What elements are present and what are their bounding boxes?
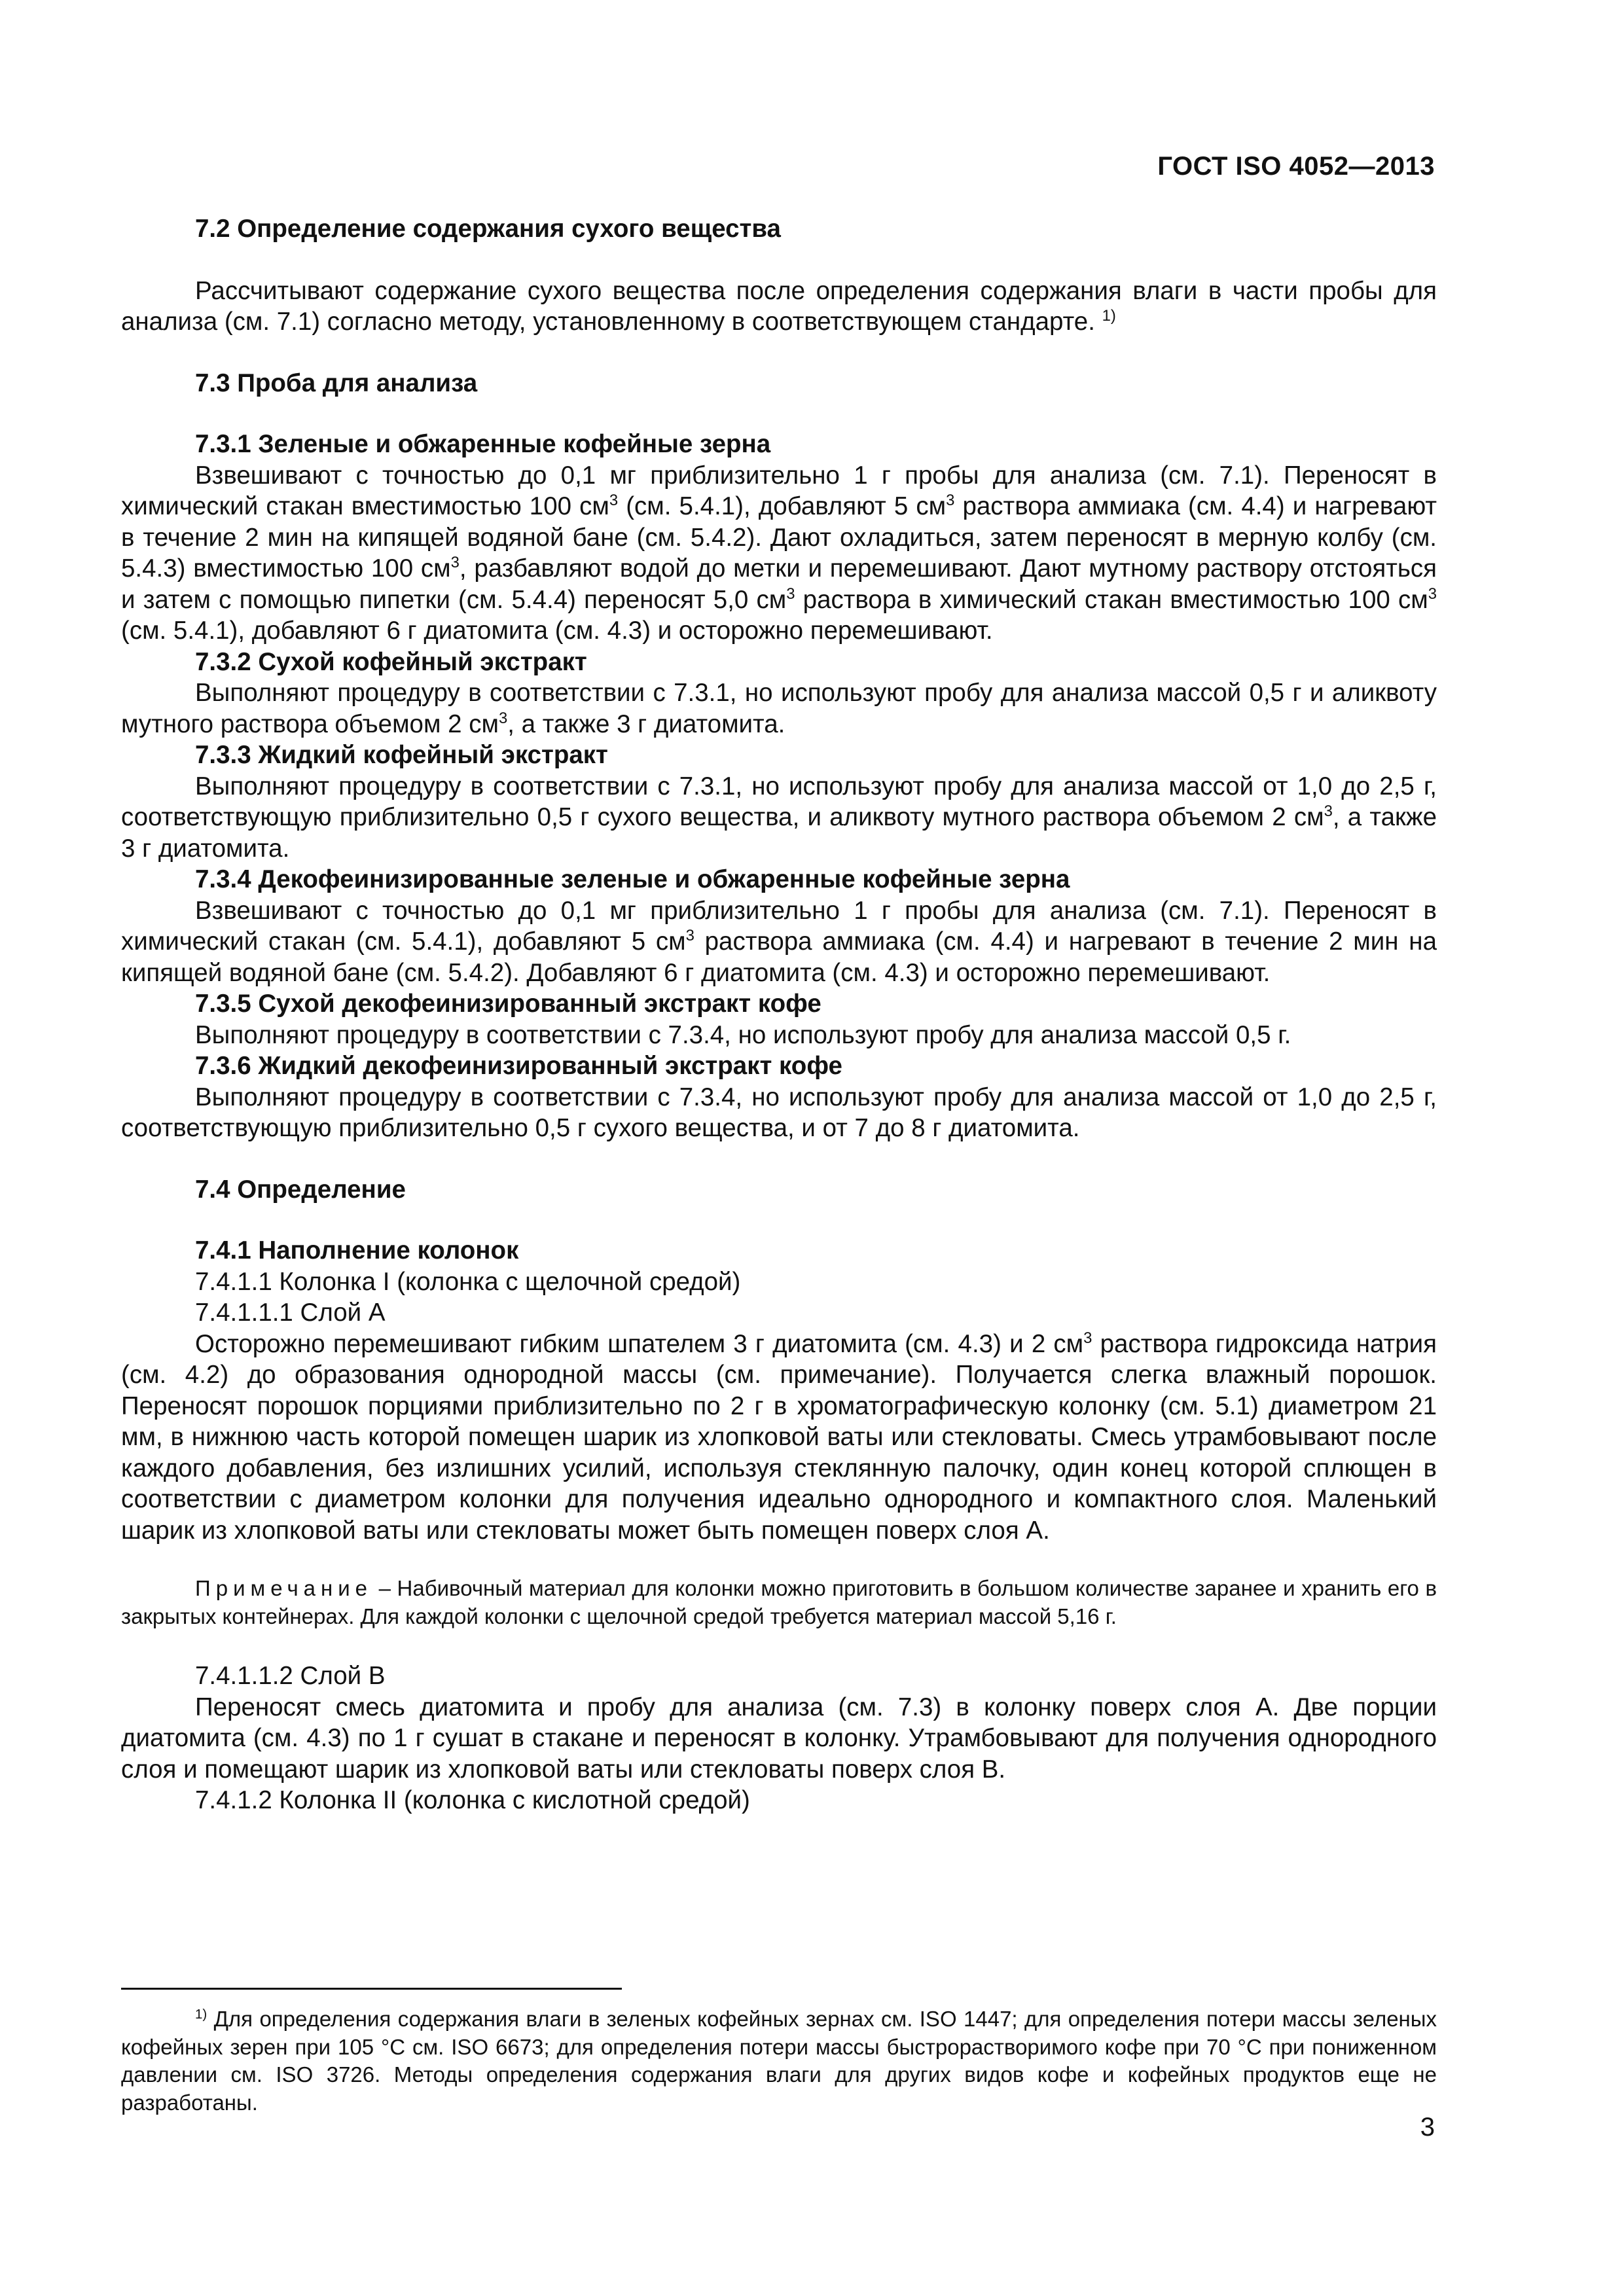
footnote-marker: 1) bbox=[195, 2007, 208, 2022]
subsection-heading-7-4-1: 7.4.1 Наполнение колонок bbox=[195, 1236, 519, 1265]
clause-7-4-1-1: 7.4.1.1 Колонка I (колонка с щелочной средой) bbox=[195, 1267, 741, 1296]
footnote-divider bbox=[121, 1988, 622, 1990]
superscript: 3 bbox=[946, 492, 955, 510]
superscript: 3 bbox=[498, 709, 508, 727]
paragraph-layer-b: Переносят смесь диатомита и пробу для анализа (см. 7.3) в колонку поверх слоя А. Две порции диатомита (см. 4.3) по 1 г сушат в стакане и переносят в колонку. Утрамбовывают для получения однородного слоя и помещают шарик из хлопковой ваты или стекловаты поверх слоя В. bbox=[121, 1693, 1437, 1784]
footnote-paragraph bbox=[121, 2005, 1437, 2117]
superscript: 3 bbox=[450, 554, 460, 572]
subsection-heading-7-3-1: 7.3.1 Зеленые и обжаренные кофейные зерна bbox=[195, 430, 771, 458]
paragraph-text: Выполняют процедуру в соответствии с 7.3.1, но используют пробу для анализа массой 0,5 г и аликвоту мутного раствора объемом 2 см bbox=[121, 679, 1437, 738]
clause-7-4-1-1-2: 7.4.1.1.2 Слой В bbox=[195, 1662, 386, 1690]
paragraph-text: , разбавляют водой до метки и перемешивают. Дают мутному раствору отстояться и затем с помощью пипетки (см. 5.4.4) переносят 5,0 см bbox=[121, 554, 1437, 614]
paragraph-text: раствора аммиака (см. 4.4) и нагревают в течение 2 мин на кипящей водяной бане (см. 5.4.2). Дают охладиться, затем переносят в мерную колбу (см. 5.4.3) вместимостью 100 см bbox=[121, 492, 1437, 583]
page-number: 3 bbox=[1420, 2113, 1435, 2142]
footnote-reference: 1) bbox=[1102, 307, 1116, 325]
section-heading-7-4: 7.4 Определение bbox=[195, 1175, 406, 1204]
document-body bbox=[121, 213, 1437, 1816]
paragraph-7-3-5: Выполняют процедуру в соответствии с 7.3.4, но используют пробу для анализа массой 0,5 г. bbox=[195, 1020, 1291, 1049]
paragraph-text: Рассчитывают содержание сухого вещества после определения содержания влаги в части пробы для анализа (см. 7.1) согласно методу, установленному в соответствующем стандарте. bbox=[121, 276, 1437, 336]
clause-7-4-1-1-1: 7.4.1.1.1 Слой А bbox=[195, 1299, 386, 1327]
superscript: 3 bbox=[609, 492, 619, 510]
paragraph-text: , а также 3 г диатомита. bbox=[121, 803, 1437, 863]
note-text: – Набивочный материал для колонки можно приготовить в большом количестве заранее и хранить его в закрытых контейнерах. Для каждой колонки с щелочной средой требуется материал массой 5,16 г. bbox=[121, 1576, 1437, 1628]
paragraph-text: раствора аммиака (см. 4.4) и нагревают в течение 2 мин на кипящей водяной бане (см. 5.4.2). Добавляют 6 г диатомита (см. 4.3) и осторожно перемешивают. bbox=[121, 927, 1437, 987]
paragraph-text: Выполняют процедуру в соответствии с 7.3.1, но используют пробу для анализа массой от 1,0 до 2,5 г, соответствующую приблизительно 0,5 г сухого вещества, и аликвоту мутного раствора объемом 2 см bbox=[121, 772, 1437, 831]
subsection-heading-7-3-4: 7.3.4 Декофеинизированные зеленые и обжаренные кофейные зерна bbox=[195, 865, 1070, 893]
superscript: 3 bbox=[786, 584, 795, 603]
subsection-heading-7-3-5: 7.3.5 Сухой декофеинизированный экстракт кофе bbox=[195, 990, 821, 1018]
section-heading-7-2: 7.2 Определение содержания сухого вещества bbox=[195, 215, 781, 243]
paragraph-text: раствора в химический стакан вместимостью 100 см bbox=[795, 585, 1428, 614]
paragraph-text: Осторожно перемешивают гибким шпателем 3 г диатомита (см. 4.3) и 2 см bbox=[195, 1329, 1084, 1358]
paragraph-text: Взвешивают с точностью до 0,1 мг приблизительно 1 г пробы для анализа (см. 7.1). Переносят в химический стакан (см. 5.4.1), добавляют 5 см bbox=[121, 896, 1437, 956]
footnote-text: Для определения содержания влаги в зеленых кофейных зернах см. ISO 1447; для определения потери массы зеленых кофейных зерен при 105 °С см. ISO 6673; для определения потери массы быстрорастворимого кофе при 70 °С при пониженном давлении см. ISO 3726. Методы определения содержания влаги для других видов кофе и кофейных продуктов еще не разработаны. bbox=[121, 2007, 1437, 2115]
paragraph-7-3-2 bbox=[121, 677, 1437, 740]
paragraph-text: (см. 5.4.1), добавляют 5 см bbox=[618, 492, 947, 520]
paragraph-text: (см. 5.4.1), добавляют 6 г диатомита (см. 4.3) и осторожно перемешивают. bbox=[121, 617, 993, 645]
paragraph-text: Взвешивают с точностью до 0,1 мг приблизительно 1 г пробы для анализа (см. 7.1). Переносят в химический стакан вместимостью 100 см bbox=[121, 461, 1437, 520]
note-label: Примечание bbox=[195, 1576, 373, 1600]
clause-7-4-1-2: 7.4.1.2 Колонка II (колонка с кислотной средой) bbox=[195, 1786, 750, 1814]
paragraph-7-2 bbox=[121, 276, 1437, 338]
superscript: 3 bbox=[1083, 1329, 1092, 1347]
superscript: 3 bbox=[685, 927, 695, 945]
paragraph-7-3-3 bbox=[121, 771, 1437, 865]
paragraph-layer-a bbox=[121, 1329, 1437, 1547]
paragraph-text: , а также 3 г диатомита. bbox=[507, 709, 785, 738]
paragraph-7-3-4 bbox=[121, 895, 1437, 989]
document-code: ГОСТ ISO 4052—2013 bbox=[1157, 152, 1435, 181]
note bbox=[121, 1575, 1437, 1630]
paragraph-7-3-1 bbox=[121, 460, 1437, 647]
superscript: 3 bbox=[1428, 584, 1437, 603]
paragraph-text: раствора гидроксида натрия (см. 4.2) до образования однородной массы (см. примечание). Получается слегка влажный порошок. Переносят порошок порциями приблизительно по 2 г в хроматографическую колонку (см. 5.1) диаметром 21 мм, в нижнюю часть которой помещен шарик из хлопковой ваты или стекловаты. Смесь утрамбовывают после каждого добавления, без излишних усилий, используя стеклянную палочку, один конец которой сплющен в соответствии с диаметром колонки для получения идеально однородного и компактного слоя. Маленький шарик из хлопковой ваты или стекловаты может быть помещен поверх слоя А. bbox=[121, 1329, 1437, 1545]
paragraph-7-3-6: Выполняют процедуру в соответствии с 7.3.4, но используют пробу для анализа массой от 1,0 до 2,5 г, соответствующую приблизительно 0,5 г сухого вещества, и от 7 до 8 г диатомита. bbox=[121, 1083, 1437, 1142]
subsection-heading-7-3-2: 7.3.2 Сухой кофейный экстракт bbox=[195, 647, 587, 676]
subsection-heading-7-3-6: 7.3.6 Жидкий декофеинизированный экстракт кофе bbox=[195, 1052, 842, 1080]
footnote bbox=[121, 2005, 1437, 2117]
section-heading-7-3: 7.3 Проба для анализа bbox=[195, 368, 478, 397]
subsection-heading-7-3-3: 7.3.3 Жидкий кофейный экстракт bbox=[195, 741, 608, 769]
superscript: 3 bbox=[1324, 802, 1333, 821]
